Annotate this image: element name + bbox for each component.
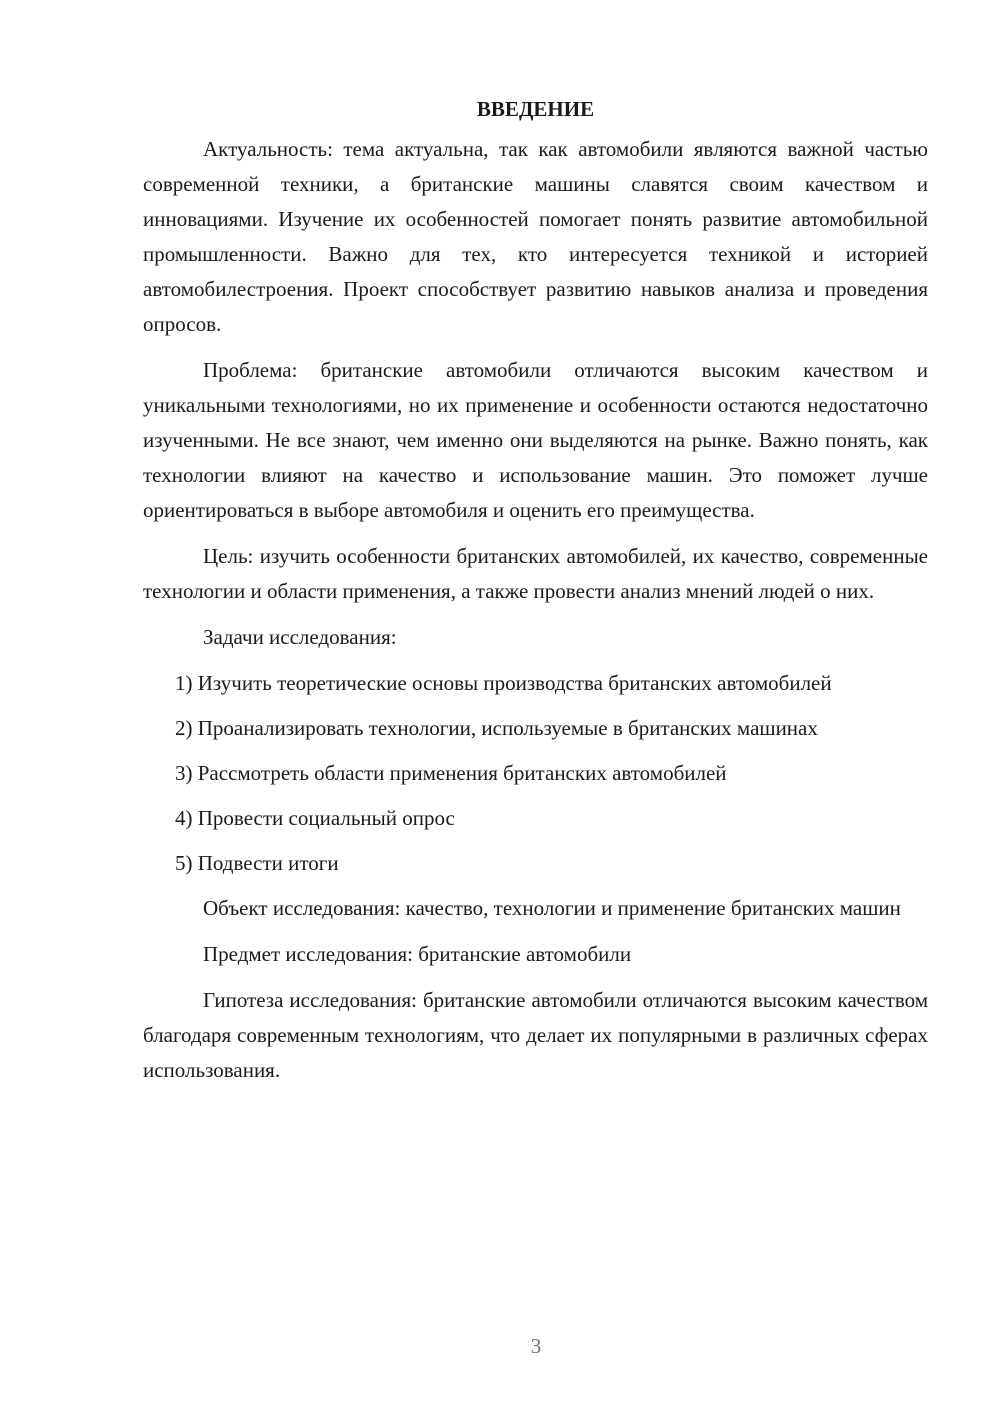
object-paragraph: Объект исследования: качество, технологии и применение британских машин	[203, 896, 901, 920]
tasks-heading: Задачи исследования:	[203, 625, 397, 649]
task-item-2: 2) Проанализировать технологии, используемые в британских машинах	[175, 716, 818, 740]
task-item-4: 4) Провести социальный опрос	[175, 806, 455, 830]
task-item-5: 5) Подвести итоги	[175, 851, 339, 875]
page-number: 3	[530, 1334, 542, 1358]
document-page	[143, 92, 928, 1099]
goal-paragraph: Цель: изучить особенности британских автомобилей, их качество, современные технологии и области применения, а также провести анализ мнений людей о них.	[143, 544, 928, 603]
relevance-paragraph: Актуальность: тема актуальна, так как автомобили являются важной частью современной техники, а британские машины славятся своим качеством и инновациями. Изучение их особенностей помогает понять развитие автомобильной промышленности. Важно для тех, кто интересуется техникой и историей автомобилестроения. Проект способствует развитию навыков анализа и проведения опросов.	[143, 137, 928, 336]
hypothesis-paragraph: Гипотеза исследования: британские автомобили отличаются высоким качеством благодаря современным технологиям, что делает их популярными в различных сферах использования.	[143, 988, 928, 1082]
page-title: ВВЕДЕНИЕ	[476, 97, 595, 121]
problem-paragraph: Проблема: британские автомобили отличаются высоким качеством и уникальными технологиями, но их применение и особенности остаются недостаточно изученными. Не все знают, чем именно они выделяются на рынке. Важно понять, как технологии влияют на качество и использование машин. Это поможет лучше ориентироваться в выборе автомобиля и оценить его преимущества.	[143, 358, 928, 522]
task-item-3: 3) Рассмотреть области применения британских автомобилей	[175, 761, 727, 785]
subject-paragraph: Предмет исследования: британские автомобили	[203, 942, 632, 966]
task-item-1: 1) Изучить теоретические основы производства британских автомобилей	[175, 671, 832, 695]
